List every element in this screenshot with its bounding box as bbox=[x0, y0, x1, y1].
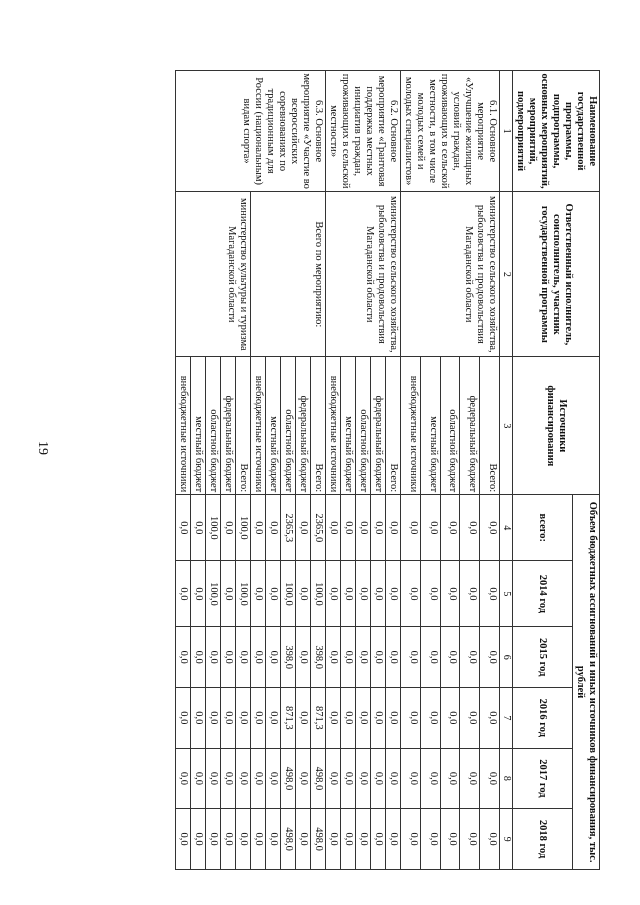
header-col3: Источники финансирования bbox=[513, 357, 600, 495]
amount-cell: 100,0 bbox=[281, 561, 296, 627]
funding-source: Всего: bbox=[311, 357, 326, 495]
funding-source: местный бюджет bbox=[191, 357, 206, 495]
amount-cell: 0,0 bbox=[420, 495, 440, 561]
funding-source: Всего: bbox=[480, 357, 500, 495]
amount-cell: 0,0 bbox=[206, 809, 221, 870]
amount-cell: 0,0 bbox=[221, 809, 236, 870]
funding-source: Всего: bbox=[386, 357, 401, 495]
amount-cell: 100,0 bbox=[311, 561, 326, 627]
amount-cell: 0,0 bbox=[251, 748, 266, 809]
amount-cell: 0,0 bbox=[341, 561, 356, 627]
amount-cell: 0,0 bbox=[236, 748, 251, 809]
amount-cell: 0,0 bbox=[386, 809, 401, 870]
amount-cell: 0,0 bbox=[221, 748, 236, 809]
executor: министерство культуры и туризма Магаданской области bbox=[176, 192, 251, 357]
amount-cell: 0,0 bbox=[266, 748, 281, 809]
amount-cell: 0,0 bbox=[480, 688, 500, 749]
amount-cell: 0,0 bbox=[341, 627, 356, 688]
amount-cell: 0,0 bbox=[236, 688, 251, 749]
amount-cell: 0,0 bbox=[341, 495, 356, 561]
financing-table bbox=[175, 70, 600, 870]
funding-source: федеральный бюджет bbox=[460, 357, 480, 495]
amount-cell: 0,0 bbox=[236, 627, 251, 688]
funding-source: федеральный бюджет bbox=[371, 357, 386, 495]
amount-cell: 0,0 bbox=[420, 627, 440, 688]
amount-cell: 0,0 bbox=[266, 688, 281, 749]
amount-cell: 0,0 bbox=[371, 561, 386, 627]
amount-cell: 0,0 bbox=[326, 561, 341, 627]
amount-cell: 0,0 bbox=[401, 561, 421, 627]
amount-cell: 0,0 bbox=[386, 495, 401, 561]
header-2016: 2016 год bbox=[513, 688, 573, 749]
funding-source: областной бюджет bbox=[281, 357, 296, 495]
amount-cell: 2365,3 bbox=[281, 495, 296, 561]
amount-cell: 0,0 bbox=[191, 809, 206, 870]
amount-cell: 0,0 bbox=[206, 748, 221, 809]
table-row bbox=[311, 71, 326, 870]
column-number: 9 bbox=[500, 809, 513, 870]
amount-cell: 0,0 bbox=[296, 809, 311, 870]
amount-cell: 0,0 bbox=[420, 809, 440, 870]
amount-cell: 0,0 bbox=[401, 495, 421, 561]
column-number: 7 bbox=[500, 688, 513, 749]
amount-cell: 0,0 bbox=[371, 495, 386, 561]
amount-cell: 0,0 bbox=[266, 495, 281, 561]
amount-cell: 871,3 bbox=[281, 688, 296, 749]
amount-cell: 0,0 bbox=[386, 688, 401, 749]
amount-cell: 0,0 bbox=[251, 688, 266, 749]
funding-source: федеральный бюджет bbox=[221, 357, 236, 495]
amount-cell: 0,0 bbox=[460, 561, 480, 627]
amount-cell: 0,0 bbox=[460, 495, 480, 561]
amount-cell: 0,0 bbox=[221, 561, 236, 627]
amount-cell: 0,0 bbox=[440, 809, 460, 870]
amount-cell: 498,0 bbox=[281, 809, 296, 870]
amount-cell: 0,0 bbox=[326, 688, 341, 749]
amount-cell: 100,0 bbox=[206, 495, 221, 561]
amount-cell: 0,0 bbox=[356, 627, 371, 688]
amount-cell: 0,0 bbox=[401, 748, 421, 809]
header-col1: Наименование государственной программы, подпрограммы, основных мероприятий, мероприятий, подмероприятий bbox=[513, 71, 600, 192]
amount-cell: 0,0 bbox=[251, 809, 266, 870]
amount-cell: 0,0 bbox=[221, 627, 236, 688]
amount-cell: 498,0 bbox=[281, 748, 296, 809]
amount-cell: 0,0 bbox=[206, 627, 221, 688]
amount-cell: 0,0 bbox=[420, 748, 440, 809]
amount-cell: 0,0 bbox=[356, 495, 371, 561]
amount-cell: 0,0 bbox=[266, 627, 281, 688]
amount-cell: 0,0 bbox=[440, 748, 460, 809]
amount-cell: 0,0 bbox=[420, 561, 440, 627]
table-row bbox=[386, 71, 401, 870]
amount-cell: 0,0 bbox=[420, 688, 440, 749]
amount-cell: 0,0 bbox=[356, 561, 371, 627]
amount-cell: 0,0 bbox=[221, 495, 236, 561]
funding-source: внебюджетные источники bbox=[401, 357, 421, 495]
amount-cell: 0,0 bbox=[341, 748, 356, 809]
amount-cell: 100,0 bbox=[236, 561, 251, 627]
column-number: 4 bbox=[500, 495, 513, 561]
amount-cell: 100,0 bbox=[206, 561, 221, 627]
page-number: 19 bbox=[35, 441, 50, 455]
funding-source: областной бюджет bbox=[440, 357, 460, 495]
amount-cell: 100,0 bbox=[236, 495, 251, 561]
column-number: 2 bbox=[500, 192, 513, 357]
funding-source: федеральный бюджет bbox=[296, 357, 311, 495]
executor: министерство сельского хозяйства, рыболовства и продовольствия Магаданской области bbox=[401, 192, 500, 357]
amount-cell: 0,0 bbox=[191, 748, 206, 809]
amount-cell: 0,0 bbox=[176, 809, 191, 870]
amount-cell: 0,0 bbox=[251, 495, 266, 561]
header-col2: Ответственный исполнитель, соисполнитель, участник государственной программы bbox=[513, 192, 600, 357]
column-number-row bbox=[500, 71, 513, 870]
funding-source: внебюджетные источники bbox=[176, 357, 191, 495]
measure-name: 6.1. Основное мероприятие «Улучшение жилищных условий граждан, проживающих в сельской местности, в том числе молодых семей и молодых специалистов» bbox=[401, 71, 500, 192]
amount-cell: 0,0 bbox=[480, 809, 500, 870]
amount-cell: 0,0 bbox=[251, 561, 266, 627]
amount-cell: 0,0 bbox=[326, 748, 341, 809]
amount-cell: 498,0 bbox=[311, 809, 326, 870]
header-2014: 2014 год bbox=[513, 561, 573, 627]
funding-source: областной бюджет bbox=[206, 357, 221, 495]
amount-cell: 0,0 bbox=[401, 809, 421, 870]
funding-source: внебюджетные источники bbox=[326, 357, 341, 495]
amount-cell: 0,0 bbox=[440, 688, 460, 749]
amount-cell: 0,0 bbox=[266, 561, 281, 627]
amount-cell: 0,0 bbox=[191, 688, 206, 749]
funding-source: внебюджетные источники bbox=[251, 357, 266, 495]
measure-name: 6.3. Основное мероприятие «Участие во всероссийских соревнованиях по традиционным для России (национальным) видам спорта» bbox=[176, 71, 326, 192]
rotated-table-container bbox=[170, 70, 600, 870]
header-2015: 2015 год bbox=[513, 627, 573, 688]
amount-cell: 0,0 bbox=[480, 561, 500, 627]
funding-source: местный бюджет bbox=[341, 357, 356, 495]
amount-cell: 0,0 bbox=[460, 748, 480, 809]
amount-cell: 0,0 bbox=[296, 561, 311, 627]
header-2017: 2017 год bbox=[513, 748, 573, 809]
header-volume: Объем бюджетных ассигнований и иных источников финансирования, тыс. рублей bbox=[573, 495, 600, 870]
amount-cell: 0,0 bbox=[480, 627, 500, 688]
amount-cell: 0,0 bbox=[326, 627, 341, 688]
amount-cell: 871,3 bbox=[311, 688, 326, 749]
amount-cell: 0,0 bbox=[296, 495, 311, 561]
amount-cell: 0,0 bbox=[371, 688, 386, 749]
header-total: всего: bbox=[513, 495, 573, 561]
amount-cell: 0,0 bbox=[371, 809, 386, 870]
funding-source: Всего: bbox=[236, 357, 251, 495]
measure-name: 6.2. Основное мероприятие «Грантовая поддержка местных инициатив граждан, проживающих в сельской местности» bbox=[326, 71, 401, 192]
amount-cell: 0,0 bbox=[341, 809, 356, 870]
amount-cell: 0,0 bbox=[401, 688, 421, 749]
amount-cell: 0,0 bbox=[386, 627, 401, 688]
amount-cell: 0,0 bbox=[296, 627, 311, 688]
amount-cell: 0,0 bbox=[371, 627, 386, 688]
amount-cell: 0,0 bbox=[460, 688, 480, 749]
amount-cell: 0,0 bbox=[176, 495, 191, 561]
amount-cell: 0,0 bbox=[386, 561, 401, 627]
amount-cell: 0,0 bbox=[480, 748, 500, 809]
amount-cell: 0,0 bbox=[236, 809, 251, 870]
amount-cell: 0,0 bbox=[176, 627, 191, 688]
header-2018: 2018 год bbox=[513, 809, 573, 870]
amount-cell: 0,0 bbox=[296, 688, 311, 749]
column-number: 1 bbox=[500, 71, 513, 192]
amount-cell: 0,0 bbox=[356, 809, 371, 870]
amount-cell: 0,0 bbox=[356, 748, 371, 809]
column-number: 8 bbox=[500, 748, 513, 809]
amount-cell: 398,0 bbox=[281, 627, 296, 688]
amount-cell: 0,0 bbox=[176, 748, 191, 809]
amount-cell: 0,0 bbox=[296, 748, 311, 809]
amount-cell: 0,0 bbox=[266, 809, 281, 870]
amount-cell: 0,0 bbox=[460, 627, 480, 688]
amount-cell: 0,0 bbox=[191, 627, 206, 688]
amount-cell: 0,0 bbox=[326, 809, 341, 870]
amount-cell: 0,0 bbox=[191, 561, 206, 627]
amount-cell: 0,0 bbox=[371, 748, 386, 809]
executor: Всего по мероприятию: bbox=[251, 192, 326, 357]
amount-cell: 0,0 bbox=[460, 809, 480, 870]
amount-cell: 0,0 bbox=[341, 688, 356, 749]
amount-cell: 0,0 bbox=[176, 561, 191, 627]
amount-cell: 0,0 bbox=[480, 495, 500, 561]
amount-cell: 0,0 bbox=[356, 688, 371, 749]
amount-cell: 2365,0 bbox=[311, 495, 326, 561]
funding-source: областной бюджет bbox=[356, 357, 371, 495]
amount-cell: 0,0 bbox=[386, 748, 401, 809]
amount-cell: 0,0 bbox=[440, 561, 460, 627]
funding-source: местный бюджет bbox=[420, 357, 440, 495]
amount-cell: 0,0 bbox=[176, 688, 191, 749]
table-row bbox=[480, 71, 500, 870]
amount-cell: 0,0 bbox=[251, 627, 266, 688]
amount-cell: 0,0 bbox=[440, 495, 460, 561]
amount-cell: 0,0 bbox=[401, 627, 421, 688]
column-number: 5 bbox=[500, 561, 513, 627]
amount-cell: 0,0 bbox=[206, 688, 221, 749]
amount-cell: 498,0 bbox=[311, 748, 326, 809]
amount-cell: 0,0 bbox=[440, 627, 460, 688]
executor: министерство сельского хозяйства, рыболовства и продовольствия Магаданской области bbox=[326, 192, 401, 357]
amount-cell: 0,0 bbox=[221, 688, 236, 749]
amount-cell: 0,0 bbox=[326, 495, 341, 561]
column-number: 6 bbox=[500, 627, 513, 688]
funding-source: местный бюджет bbox=[266, 357, 281, 495]
amount-cell: 398,0 bbox=[311, 627, 326, 688]
column-number: 3 bbox=[500, 357, 513, 495]
amount-cell: 0,0 bbox=[191, 495, 206, 561]
